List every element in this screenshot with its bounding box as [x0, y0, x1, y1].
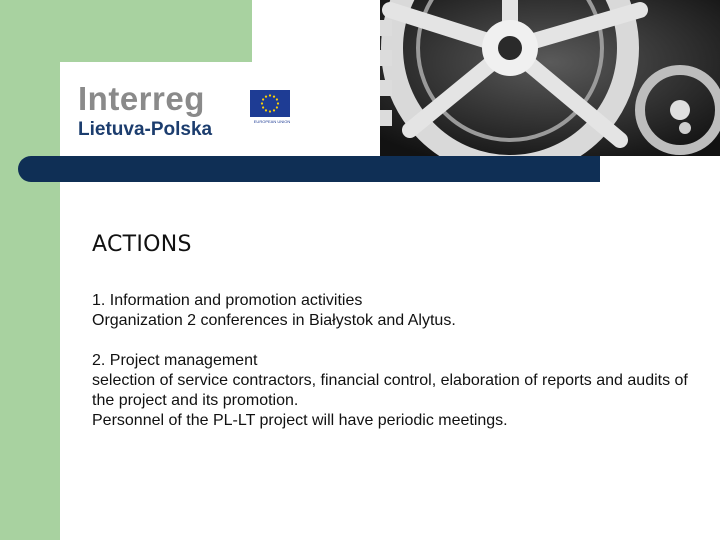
green-sidebar [0, 0, 60, 540]
eu-caption: EUROPEAN UNION [253, 119, 291, 124]
section-information [92, 291, 702, 331]
logo-wordmark: Interreg [78, 80, 205, 117]
logo-subtitle: Lietuva-Polska [78, 119, 213, 140]
section-title: 2. Project management [92, 352, 258, 369]
interreg-logo [78, 82, 308, 152]
eu-flag-icon [250, 90, 290, 117]
gear-photo [380, 0, 720, 156]
gear-illustration [380, 0, 720, 156]
navy-divider-bar [18, 156, 600, 182]
section-line: Personnel of the PL-LT project will have periodic meetings. [92, 412, 508, 429]
green-top-band [60, 0, 252, 62]
slide-heading: ACTIONS [92, 232, 192, 257]
section-line: Organization 2 conferences in Białystok and Alytus. [92, 312, 456, 329]
slide-content [92, 232, 702, 451]
section-title: 1. Information and promotion activities [92, 292, 363, 309]
section-line: selection of service contractors, financial control, elaboration of reports and audits of the project and its promotion. [92, 372, 688, 409]
section-project-management [92, 351, 702, 431]
